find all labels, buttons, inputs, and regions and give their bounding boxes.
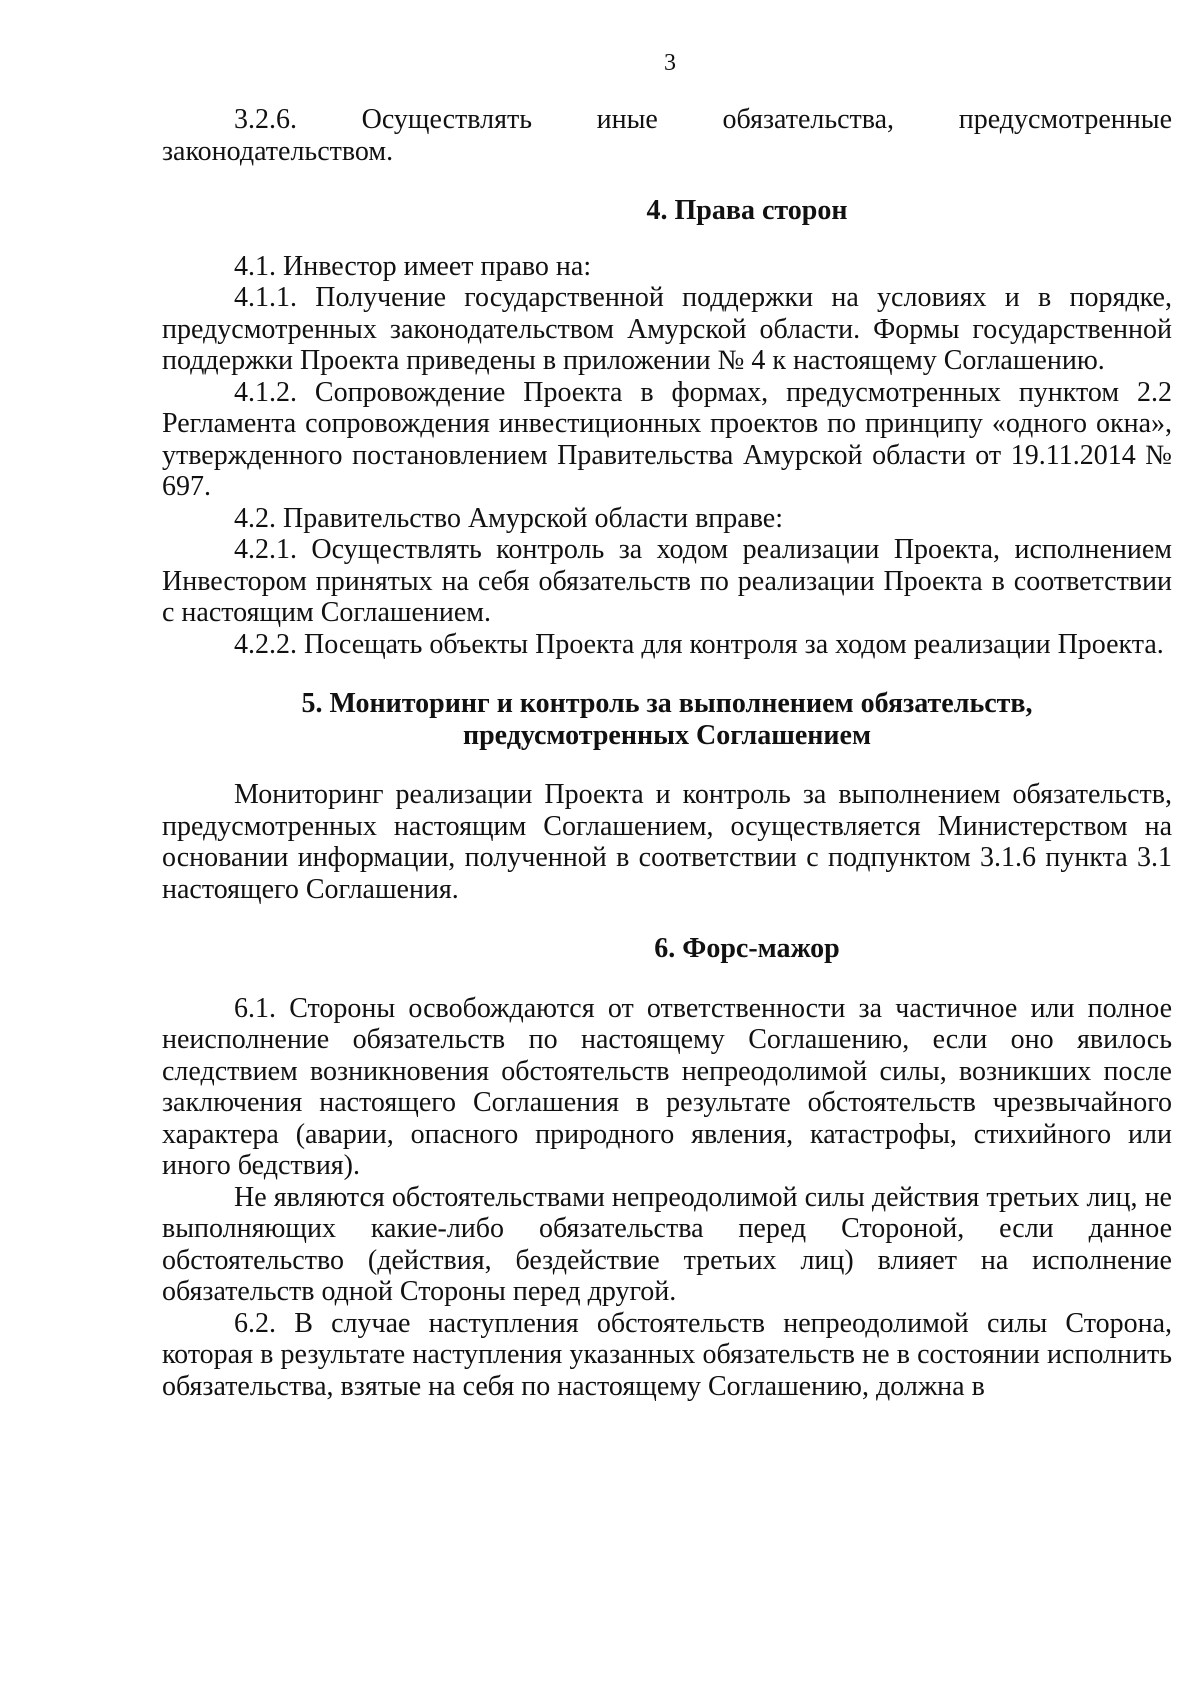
- section-heading-5: [162, 688, 1172, 751]
- paragraph-4-2: 4.2. Правительство Амурской области вправе:: [234, 502, 783, 534]
- spacer: [162, 227, 1172, 251]
- spacer: [162, 751, 1172, 779]
- paragraph-6-2: 6.2. В случае наступления обстоятельств непреодолимой силы Сторона, которая в результате наступления указанных обязательств не в состоянии исполнить обязательства, взятые на себя по настоящему Соглашению, должна в: [162, 1307, 1172, 1402]
- paragraph-5: Мониторинг реализации Проекта и контроль за выполнением обязательств, предусмотренных настоящим Соглашением, осуществляется Министерством на основании информации, полученной в соответствии с подпунктом 3.1.6 пункта 3.1 настоящего Соглашения.: [162, 779, 1172, 905]
- paragraph-4-1-1: 4.1.1. Получение государственной поддержки на условиях и в порядке, предусмотренных законодательством Амурской области. Формы государственной поддержки Проекта приведены в приложении № 4 к настоящему Соглашению.: [162, 282, 1172, 376]
- paragraph-4-2-2: 4.2.2. Посещать объекты Проекта для контроля за ходом реализации Проекта.: [234, 628, 1164, 660]
- spacer: [162, 905, 1172, 933]
- document-body: [162, 104, 1172, 1402]
- paragraph-6-1: 6.1. Стороны освобождаются от ответственности за частичное или полное неисполнение обязательств по настоящему Соглашению, если оно явилось следствием возникновения обстоятельств непреодолимой силы, возникших после заключения настоящего Соглашения в результате обстоятельств чрезвычайного характера (аварии, опасного природного явления, катастрофы, стихийного или иного бедствия).: [162, 992, 1172, 1181]
- paragraph-6-1-cont: Не являются обстоятельствами непреодолимой силы действия третьих лиц, не выполняющих какие-либо обязательства перед Стороной, если данное обстоятельство (действия, бездействие третьих лиц) влияет на исполнение обязательств одной Стороны перед другой.: [162, 1181, 1172, 1307]
- paragraph-3-2-6: 3.2.6. Осуществлять иные обязательства, предусмотренные законодательством.: [162, 104, 1172, 167]
- paragraph-4-1: 4.1. Инвестор имеет право на:: [234, 250, 592, 282]
- paragraph-4-2-1: 4.2.1. Осуществлять контроль за ходом реализации Проекта, исполнением Инвестором принятых на себя обязательств по реализации Проекта в соответствии с настоящим Соглашением.: [162, 534, 1172, 628]
- section-heading-5-line1: 5. Мониторинг и контроль за выполнением обязательств,: [301, 688, 1033, 719]
- spacer: [162, 167, 1172, 195]
- section-heading-4: 4. Права сторон: [646, 195, 848, 226]
- paragraph-4-1-2: 4.1.2. Сопровождение Проекта в формах, предусмотренных пунктом 2.2 Регламента сопровождения инвестиционных проектов по принципу «одного окна», утвержденного постановлением Правительства Амурской области от 19.11.2014 № 697.: [162, 376, 1172, 502]
- section-heading-6: 6. Форс-мажор: [654, 933, 840, 964]
- section-heading-5-line2: предусмотренных Соглашением: [462, 719, 872, 751]
- page-number: 3: [664, 50, 676, 76]
- spacer: [162, 965, 1172, 993]
- spacer: [162, 660, 1172, 688]
